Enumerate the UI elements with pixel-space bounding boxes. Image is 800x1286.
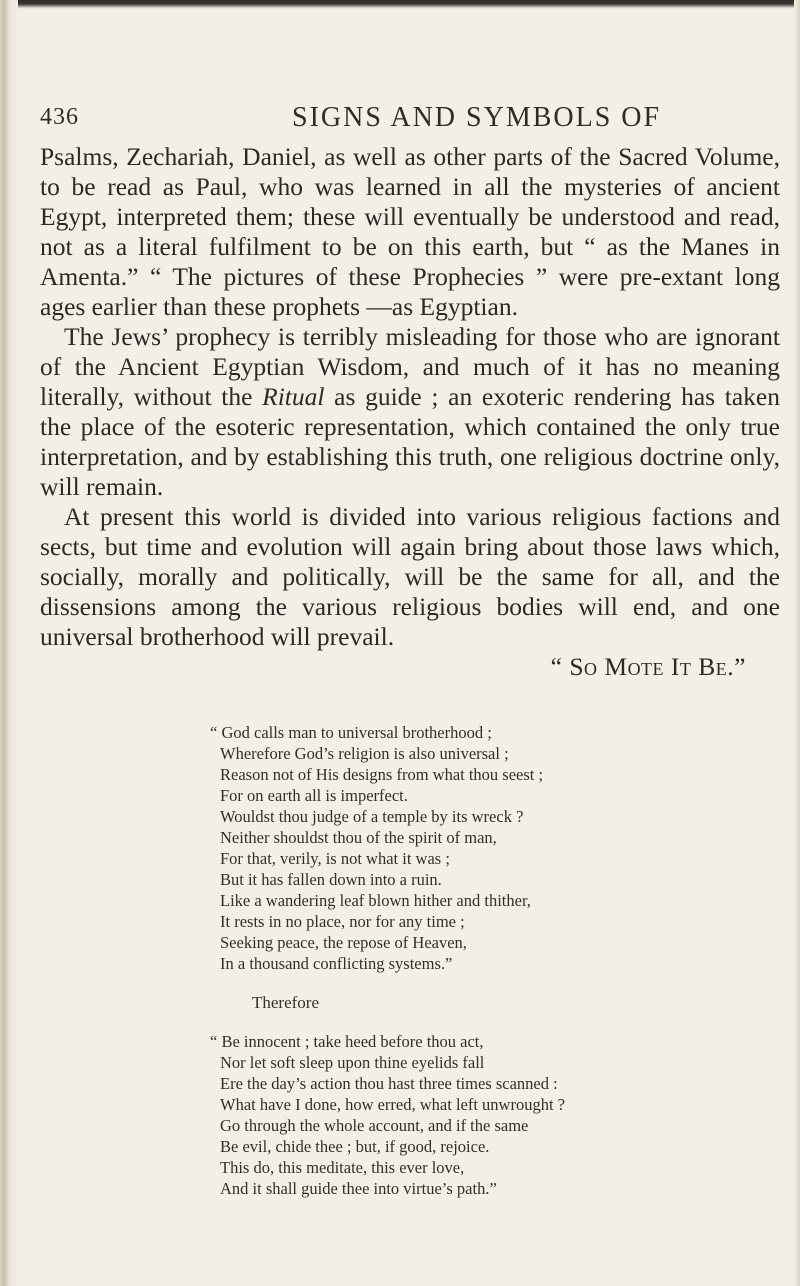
poem-stanza-2 [210,1031,780,1199]
poem-line: Seeking peace, the repose of Heaven, [220,933,467,952]
poem-line: For that, verily, is not what it was ; [220,849,450,868]
poem-line: And it shall guide thee into virtue’s path.” [220,1179,497,1198]
poem-line: Be evil, chide thee ; but, if good, rejoice. [220,1137,490,1156]
running-head [40,96,780,142]
paragraph-2-text-end: as guide ; an exoteric rendering has taken the place of the esoteric representation, which contained the only true interpretation, and by establishing this truth, one religious doctrine only, will remain. [40,382,780,501]
paragraph-2-text-start: The Jews’ prophecy is terribly misleading for those who are ignorant of the Ancient Egyptian Wisdom, and much of it has no meaning literally, without the [40,322,780,411]
poem-line: Neither shouldst thou of the spirit of man, [220,828,497,847]
poem-line: “ Be innocent ; take heed before thou act, [210,1032,484,1051]
poem-line: Ere the day’s action thou hast three times scanned : [220,1074,558,1093]
poem-line: Reason not of His designs from what thou seest ; [220,765,544,784]
poem-line: In a thousand conflicting systems.” [220,954,453,973]
page-content [40,96,780,1199]
poem-line: This do, this meditate, this ever love, [220,1158,465,1177]
closing-motto: “ So Mote It Be.” [550,652,746,681]
page-number: 436 [40,104,79,130]
poem-stanza-1 [210,722,780,974]
poem-line: Like a wandering leaf blown hither and thither, [220,891,531,910]
page-binding-edge [0,0,18,1286]
poem-line: Wherefore God’s religion is also universal ; [220,744,509,763]
ritual-italic: Ritual [262,382,325,411]
poem-line: For on earth all is imperfect. [220,786,408,805]
poem-line: Wouldst thou judge of a temple by its wreck ? [220,807,524,826]
page-right-edge [794,0,800,1286]
paragraph-3: At present this world is divided into various religious factions and sects, but time and evolution will again bring about those laws which, socially, morally and politically, will be the same for all, and the dissensions among the various religious bodies will end, and one universal brotherhood will prevail. [40,502,780,651]
poem-separator: Therefore [252,993,320,1012]
poem-line: Nor let soft sleep upon thine eyelids fall [220,1053,485,1072]
paragraph-2 [40,322,780,502]
body-text [40,142,780,682]
poem-line: But it has fallen down into a ruin. [220,870,442,889]
poem-line: What have I done, how erred, what left unwrought ? [220,1095,566,1114]
poem-line: It rests in no place, nor for any time ; [220,912,465,931]
paragraph-1: Psalms, Zechariah, Daniel, as well as other parts of the Sacred Volume, to be read as Paul, who was learned in all the mysteries of ancient Egypt, interpreted them; these will eventually be understood and read, not as a literal fulfilment to be on this earth, but “ as the Manes in Amenta.” “ The pictures of these Prophecies ” were pre-extant long ages earlier than these prophets —as Egyptian. [40,142,780,321]
page-top-edge [0,0,800,10]
poem-line: Go through the whole account, and if the same [220,1116,529,1135]
running-title: SIGNS AND SYMBOLS OF [292,102,662,133]
poem-line: “ God calls man to universal brotherhood ; [210,723,492,742]
